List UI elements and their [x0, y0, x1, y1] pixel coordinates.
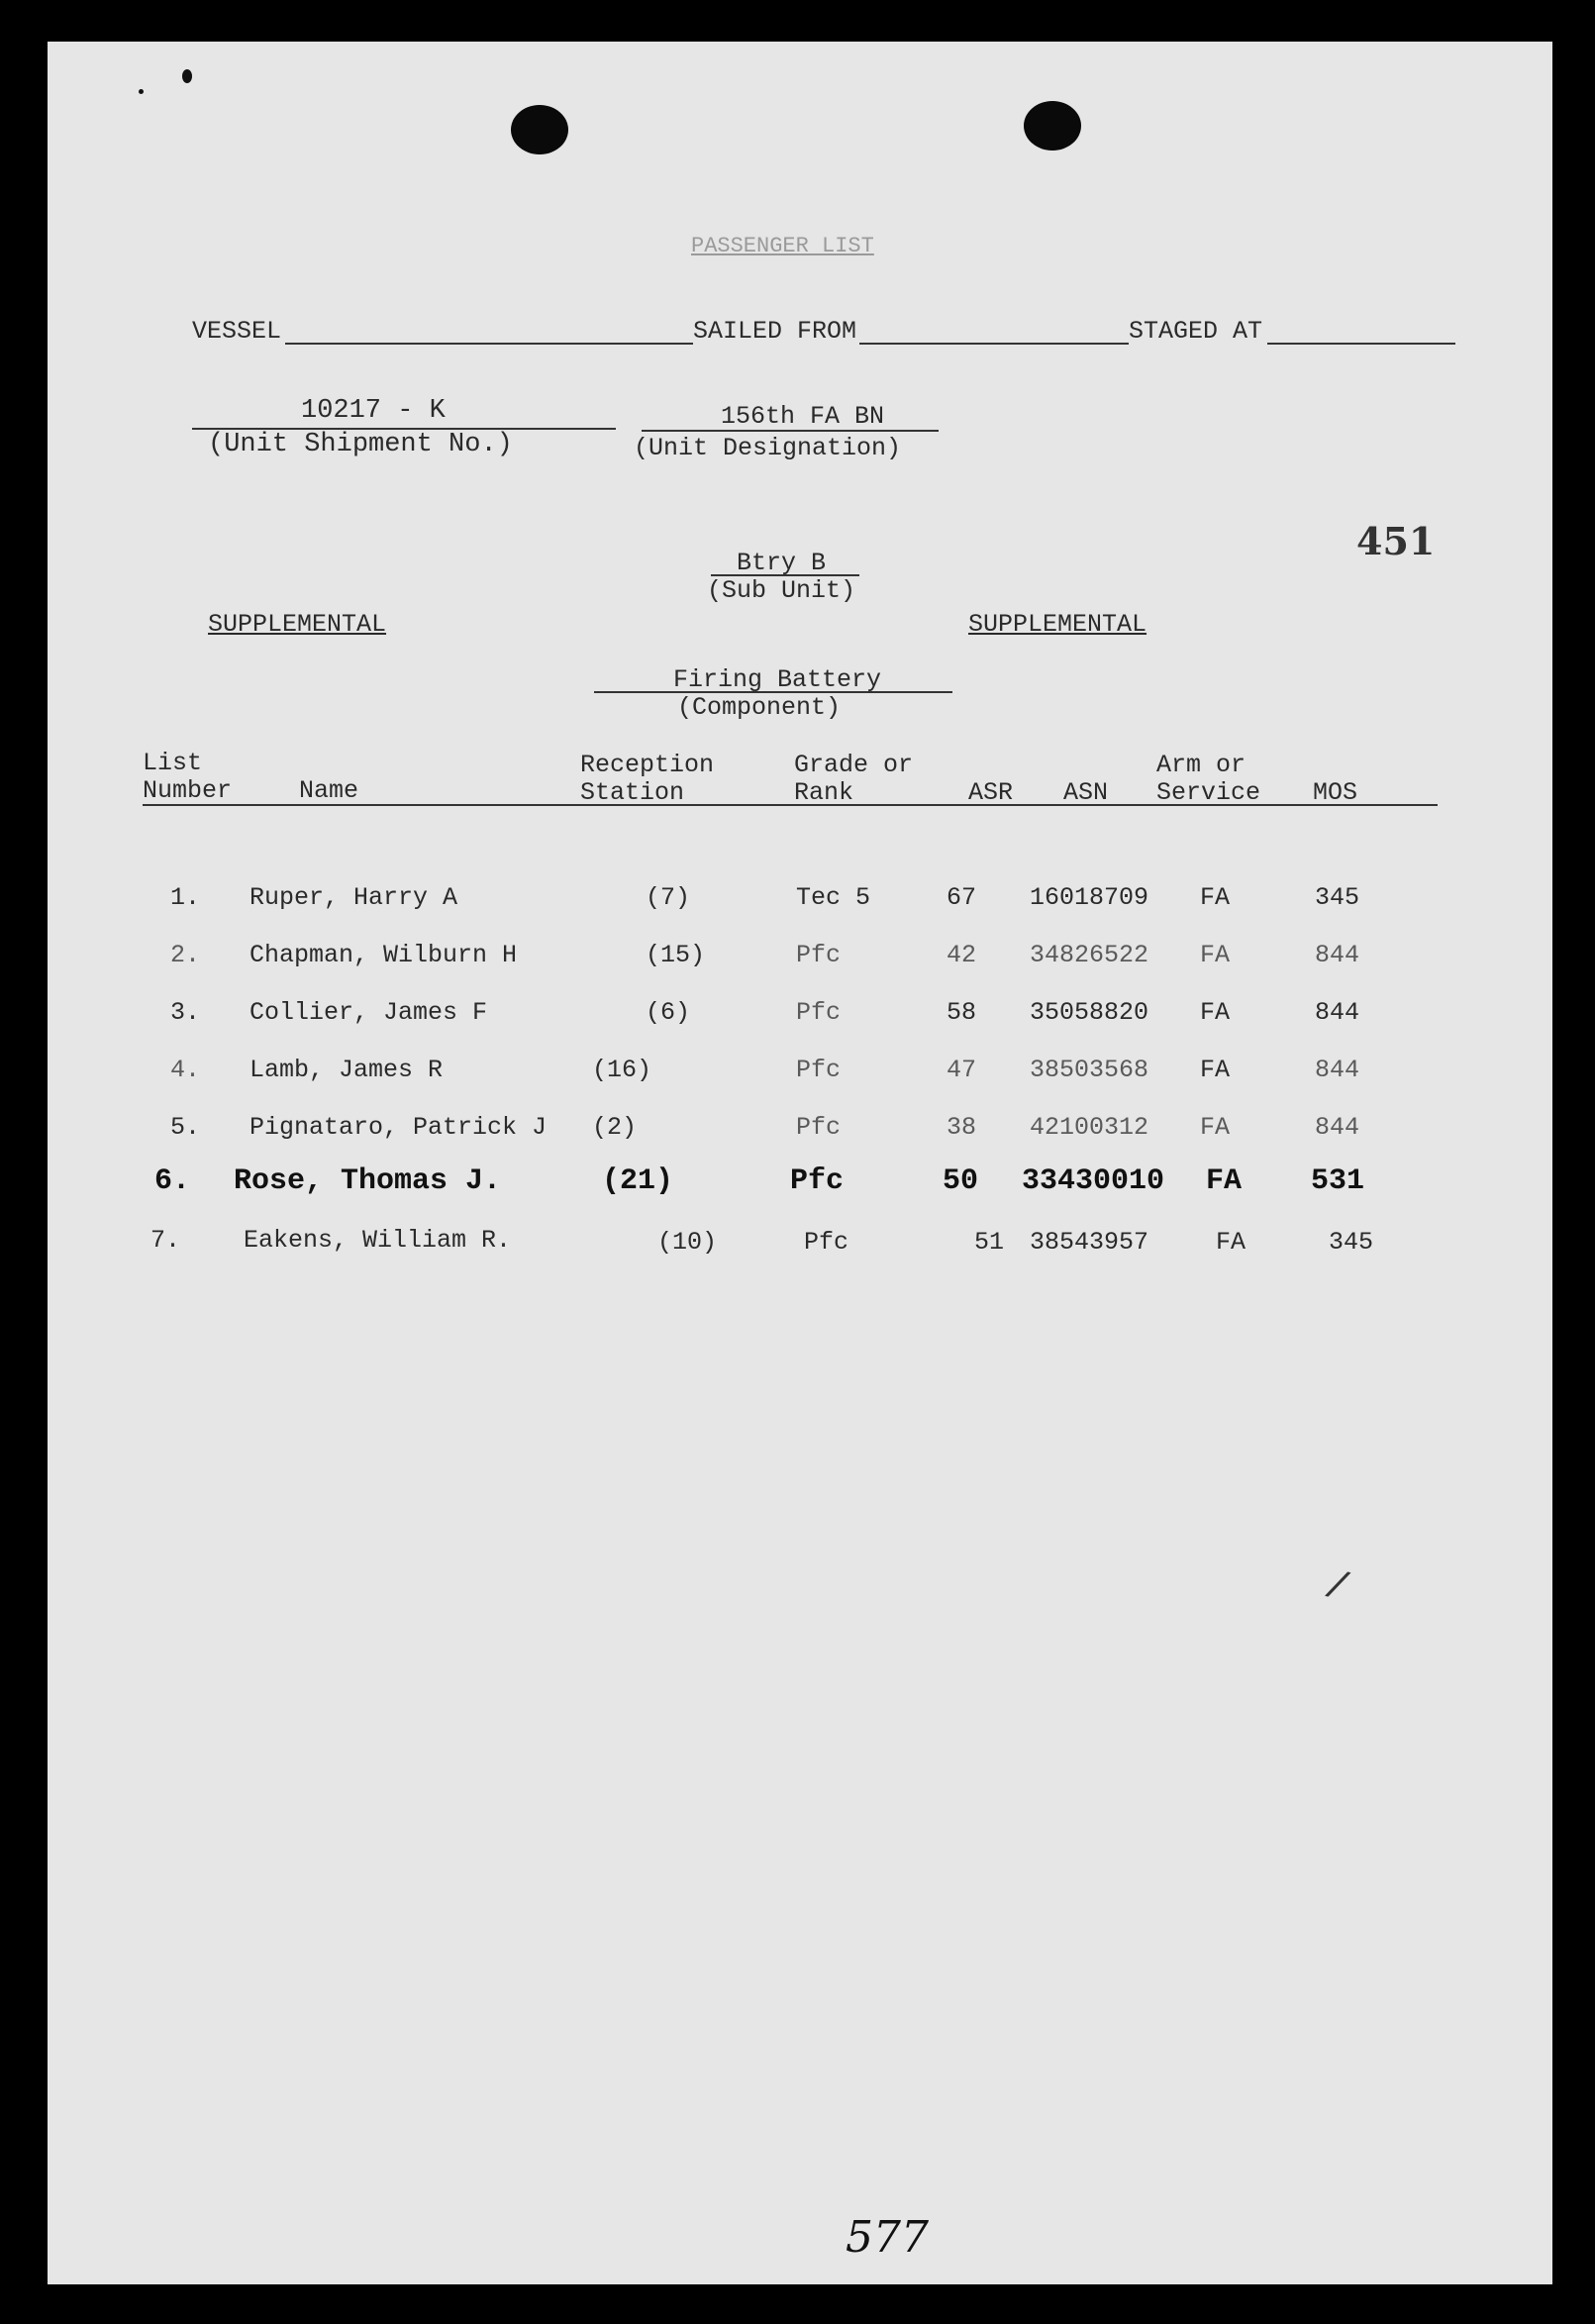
col-name: Name — [299, 776, 359, 805]
row-arm: FA — [1216, 1228, 1246, 1257]
row-number: 4. — [170, 1056, 201, 1084]
row-mos: 345 — [1315, 883, 1360, 912]
row-grade: Pfc — [796, 1056, 842, 1084]
unit-designation-line — [642, 430, 939, 432]
row-arm: FA — [1200, 1113, 1231, 1142]
row-name: Collier, James F — [249, 998, 488, 1027]
row-number: 1. — [170, 883, 201, 912]
row-mos: 844 — [1315, 1056, 1360, 1084]
row-asr: 42 — [947, 941, 977, 969]
row-station: (6) — [646, 998, 691, 1027]
row-arm: FA — [1200, 1056, 1231, 1084]
col-reception-2: Station — [580, 778, 685, 807]
pen-mark: / — [1319, 1564, 1354, 1614]
row-grade: Pfc — [796, 1113, 842, 1142]
row-asn: 35058820 — [1030, 998, 1149, 1027]
unit-shipment-no: 10217 - K — [301, 396, 446, 426]
row-asn: 33430010 — [1022, 1164, 1165, 1198]
row-number: 2. — [170, 941, 201, 969]
col-list-number-1: List — [143, 749, 203, 777]
col-list-number-2: Number — [143, 776, 233, 805]
unit-designation-label: (Unit Designation) — [634, 434, 902, 462]
col-asr: ASR — [968, 778, 1014, 807]
staged-at-label: STAGED AT — [1129, 317, 1263, 346]
row-mos: 844 — [1315, 998, 1360, 1027]
row-mos: 345 — [1329, 1228, 1374, 1257]
col-reception-1: Reception — [580, 751, 715, 779]
col-arm-2: Service — [1156, 778, 1261, 807]
row-asn: 16018709 — [1030, 883, 1149, 912]
col-grade-2: Rank — [794, 778, 854, 807]
row-station: (2) — [592, 1113, 638, 1142]
ink-spot — [139, 89, 144, 94]
row-number: 5. — [170, 1113, 201, 1142]
row-station: (7) — [646, 883, 691, 912]
row-mos: 844 — [1315, 941, 1360, 969]
component: Firing Battery — [673, 665, 882, 694]
row-mos: 531 — [1311, 1164, 1365, 1198]
col-grade-1: Grade or — [794, 751, 914, 779]
row-asr: 38 — [947, 1113, 977, 1142]
row-number: 3. — [170, 998, 201, 1027]
row-grade: Pfc — [804, 1228, 849, 1257]
row-asn: 38543957 — [1030, 1228, 1149, 1257]
row-number: 7. — [150, 1226, 181, 1255]
row-name: Lamb, James R — [249, 1056, 444, 1084]
row-asr: 50 — [943, 1164, 979, 1198]
unit-shipment-label: (Unit Shipment No.) — [208, 430, 513, 459]
header-rule — [143, 804, 1438, 806]
row-asn: 42100312 — [1030, 1113, 1149, 1142]
page-number: 451 — [1356, 519, 1436, 563]
sailed-from-blank — [859, 343, 1129, 345]
col-arm-1: Arm or — [1156, 751, 1246, 779]
sub-unit: Btry B — [737, 549, 827, 577]
document-page — [48, 42, 1552, 2284]
sailed-from-label: SAILED FROM — [693, 317, 857, 346]
faded-title: PASSENGER LIST — [691, 234, 874, 258]
row-station: (15) — [646, 941, 706, 969]
row-asr: 58 — [947, 998, 977, 1027]
row-asn: 38503568 — [1030, 1056, 1149, 1084]
row-grade: Pfc — [796, 998, 842, 1027]
row-arm: FA — [1200, 883, 1231, 912]
row-station: (10) — [657, 1228, 718, 1257]
row-grade: Tec 5 — [796, 883, 871, 912]
col-asn: ASN — [1063, 778, 1109, 807]
component-label: (Component) — [677, 693, 842, 722]
vessel-blank — [285, 343, 693, 345]
row-number: 6. — [154, 1164, 191, 1198]
sub-unit-label: (Sub Unit) — [707, 576, 856, 605]
row-grade: Pfc — [796, 941, 842, 969]
row-name: Pignataro, Patrick J — [249, 1113, 548, 1142]
punch-hole — [511, 105, 568, 154]
handwritten-number: 577 — [846, 2212, 929, 2263]
row-grade: Pfc — [790, 1164, 845, 1198]
staged-at-blank — [1267, 343, 1455, 345]
row-name: Rose, Thomas J. — [234, 1164, 502, 1198]
row-arm: FA — [1206, 1164, 1243, 1198]
row-name: Chapman, Wilburn H — [249, 941, 518, 969]
col-mos: MOS — [1313, 778, 1358, 807]
row-arm: FA — [1200, 998, 1231, 1027]
row-station: (21) — [602, 1164, 674, 1198]
punch-hole — [1024, 101, 1081, 151]
row-name: Eakens, William R. — [244, 1226, 512, 1255]
row-asr: 67 — [947, 883, 977, 912]
row-arm: FA — [1200, 941, 1231, 969]
row-asr: 51 — [974, 1228, 1005, 1257]
vessel-label: VESSEL — [192, 317, 282, 346]
unit-designation: 156th FA BN — [721, 402, 885, 431]
row-name: Ruper, Harry A — [249, 883, 458, 912]
row-asn: 34826522 — [1030, 941, 1149, 969]
supplemental-left: SUPPLEMENTAL — [208, 610, 387, 639]
ink-spot — [182, 69, 192, 83]
row-mos: 844 — [1315, 1113, 1360, 1142]
row-asr: 47 — [947, 1056, 977, 1084]
supplemental-right: SUPPLEMENTAL — [968, 610, 1147, 639]
row-station: (16) — [592, 1056, 652, 1084]
